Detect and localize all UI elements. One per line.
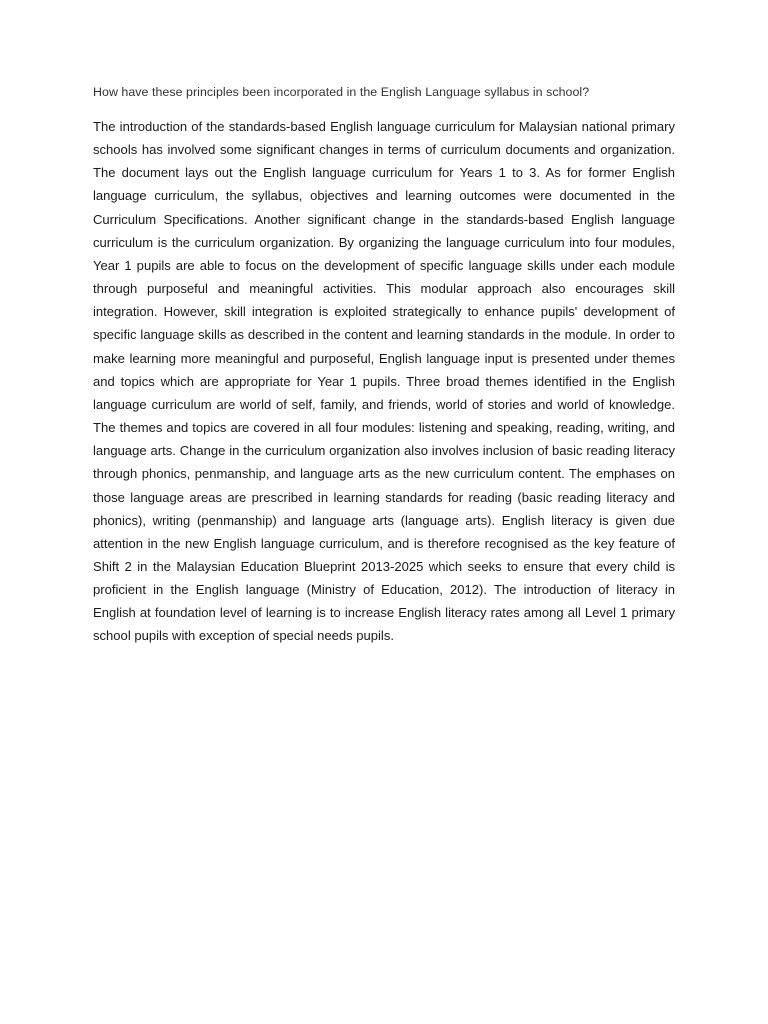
- question-heading: How have these principles been incorporated in the English Language syllabus in school?: [93, 85, 590, 99]
- body-paragraph: The introduction of the standards-based English language curriculum for Malaysian national primary schools has involved some significant changes in terms of curriculum documents and organization. The document lays out the English language curriculum for Years 1 to 3. As for former English language curriculum, the syllabus, objectives and learning outcomes were documented in the Curriculum Specifications. Another significant change in the standards-based English language curriculum is the curriculum organization. By organizing the language curriculum into four modules, Year 1 pupils are able to focus on the development of specific language skills under each module through purposeful and meaningful activities. This modular approach also encourages skill integration. However, skill integration is exploited strategically to enhance pupils' development of specific language skills as described in the content and learning standards in the module. In order to make learning more meaningful and purposeful, English language input is presented under themes and topics which are appropriate for Year 1 pupils. Three broad themes identified in the English language curriculum are world of self, family, and friends, world of stories and world of knowledge. The themes and topics are covered in all four modules: listening and speaking, reading, writing, and language arts. Change in the curriculum organization also involves inclusion of basic reading literacy through phonics, penmanship, and language arts as the new curriculum content. The emphases on those language areas are prescribed in learning standards for reading (basic reading literacy and phonics), writing (penmanship) and language arts (language arts). English literacy is given due attention in the new English language curriculum, and is therefore recognised as the key feature of Shift 2 in the Malaysian Education Blueprint 2013-2025 which seeks to ensure that every child is proficient in the English language (Ministry of Education, 2012). The introduction of literacy in English at foundation level of learning is to increase English literacy rates among all Level 1 primary school pupils with exception of special needs pupils.: [93, 119, 675, 644]
